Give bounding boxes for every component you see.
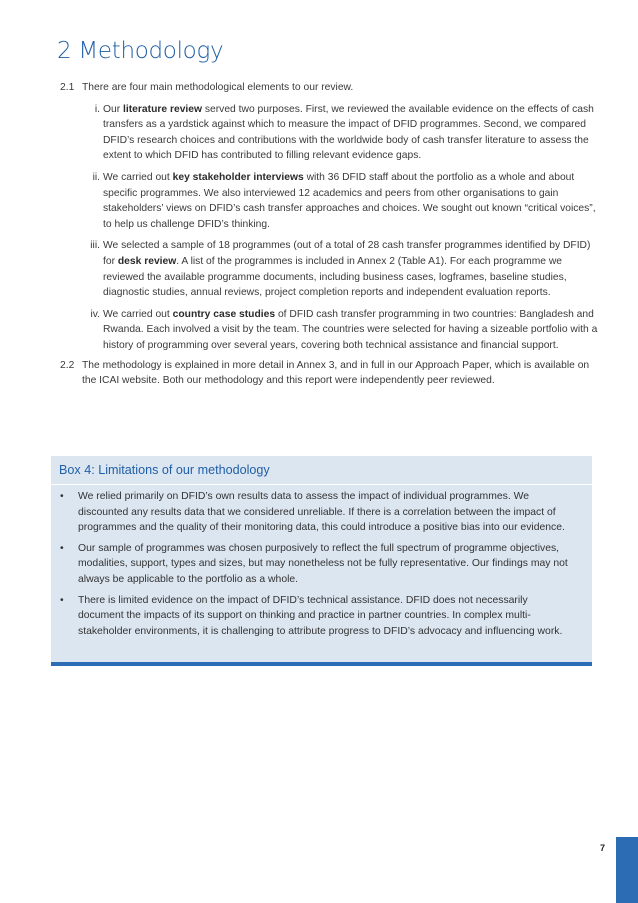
paragraph-text: The methodology is explained in more detail in Annex 3, and in full in our Approach Paper, which is available on the ICAI website. Both our methodology and this report were independently peer reviewed. [82,359,590,387]
item-numeral: ii. [92,171,100,183]
page-number: 7 [600,843,606,853]
bullet-icon: • [60,491,64,502]
item-text-pre: Our [103,103,124,115]
list-item [58,102,598,164]
item-numeral: iii. [90,240,100,252]
list-item [58,307,598,354]
list-item [60,489,576,536]
item-text-pre: We carried out [103,308,173,320]
item-text-post: of DFID cash transfer programming in two countries: Bangladesh and Rwanda. Each involved a visit by the team. The countries were selected for having a sizeable portfolio with a history of programming over several years, covering both technical assistance and financial support. [103,308,598,351]
section-2-1 [58,80,598,389]
item-numeral: iv. [90,308,100,320]
list-item [58,170,598,232]
page-edge-bar [616,837,638,903]
paragraph-number: 2.1 [60,82,75,93]
list-item [60,593,576,640]
paragraph-text: There are four main methodological elements to our review. [82,82,354,93]
item-text-pre: We selected a sample of 18 programmes (out of a total of 28 cash transfer programmes identified by DFID) for [103,240,591,267]
item-text-pre: We carried out [103,171,173,183]
item-text-post: with 36 DFID staff about the portfolio as a whole and about specific programmes. We also interviewed 12 academics and peers from other organisations to gain stakeholders’ views on DFID’s cash transfer approaches and choices. We sought out known “critical voices”, to help us challenge DFID’s thinking. [103,171,596,230]
page-title: 2 Methodology [57,38,224,64]
box-divider [51,484,592,485]
limitations-list [60,489,576,644]
item-keyword: desk review [117,255,177,267]
bullet-icon: • [60,594,64,606]
box-title: Box 4: Limitations of our methodology [59,463,270,477]
paragraph-2-1 [58,80,598,96]
bullet-text: There is limited evidence on the impact of DFID’s technical assistance. DFID does not necessarily document the impacts of its support on thinking and practice in partner countries. In complex multi-stakeholder environments, it is challenging to attribute progress to DFID’s advocacy and influencing work. [78,594,563,637]
paragraph-number: 2.2 [60,359,75,371]
bullet-text: We relied primarily on DFID’s own results data to assess the impact of individual programmes. We discounted any results data that we considered unreliable. If there is a correlation between the impact of programmes and the quality of their monitoring data, this could introduce a positive bias into our evidence. [78,491,565,534]
bullet-text: Our sample of programmes was chosen purposively to reflect the full spectrum of programme objectives, modalities, support, types and sizes, but may nonetheless not be fully representative. Our findings may not always be applicable to the portfolio as a whole. [78,542,568,585]
list-item [60,541,576,588]
list-item [58,238,598,300]
limitations-box [51,456,592,666]
paragraph-2-2 [58,358,598,389]
item-keyword: country case studies [172,308,276,320]
bullet-icon: • [60,542,64,554]
item-numeral: i. [94,103,100,115]
item-text-post: served two purposes. First, we reviewed the available evidence on the effects of cash transfers as a yardstick against which to measure the impact of DFID programmes. Second, we compared DFID’s research choices and contributions with the worldwide body of cash transfer literature to assess the extent to which DFID has contributed to filling relevant evidence gaps. [103,103,594,162]
item-keyword: literature review [123,103,203,115]
item-text-post: . A list of the programmes is included in Annex 2 (Table A1). For each programme we reviewed the available programme documents, including business cases, logframes, baseline studies, diagnostic studies, annual reviews, project completion reports and independent evaluation reports. [103,255,567,299]
item-keyword: key stakeholder interviews [172,171,304,183]
